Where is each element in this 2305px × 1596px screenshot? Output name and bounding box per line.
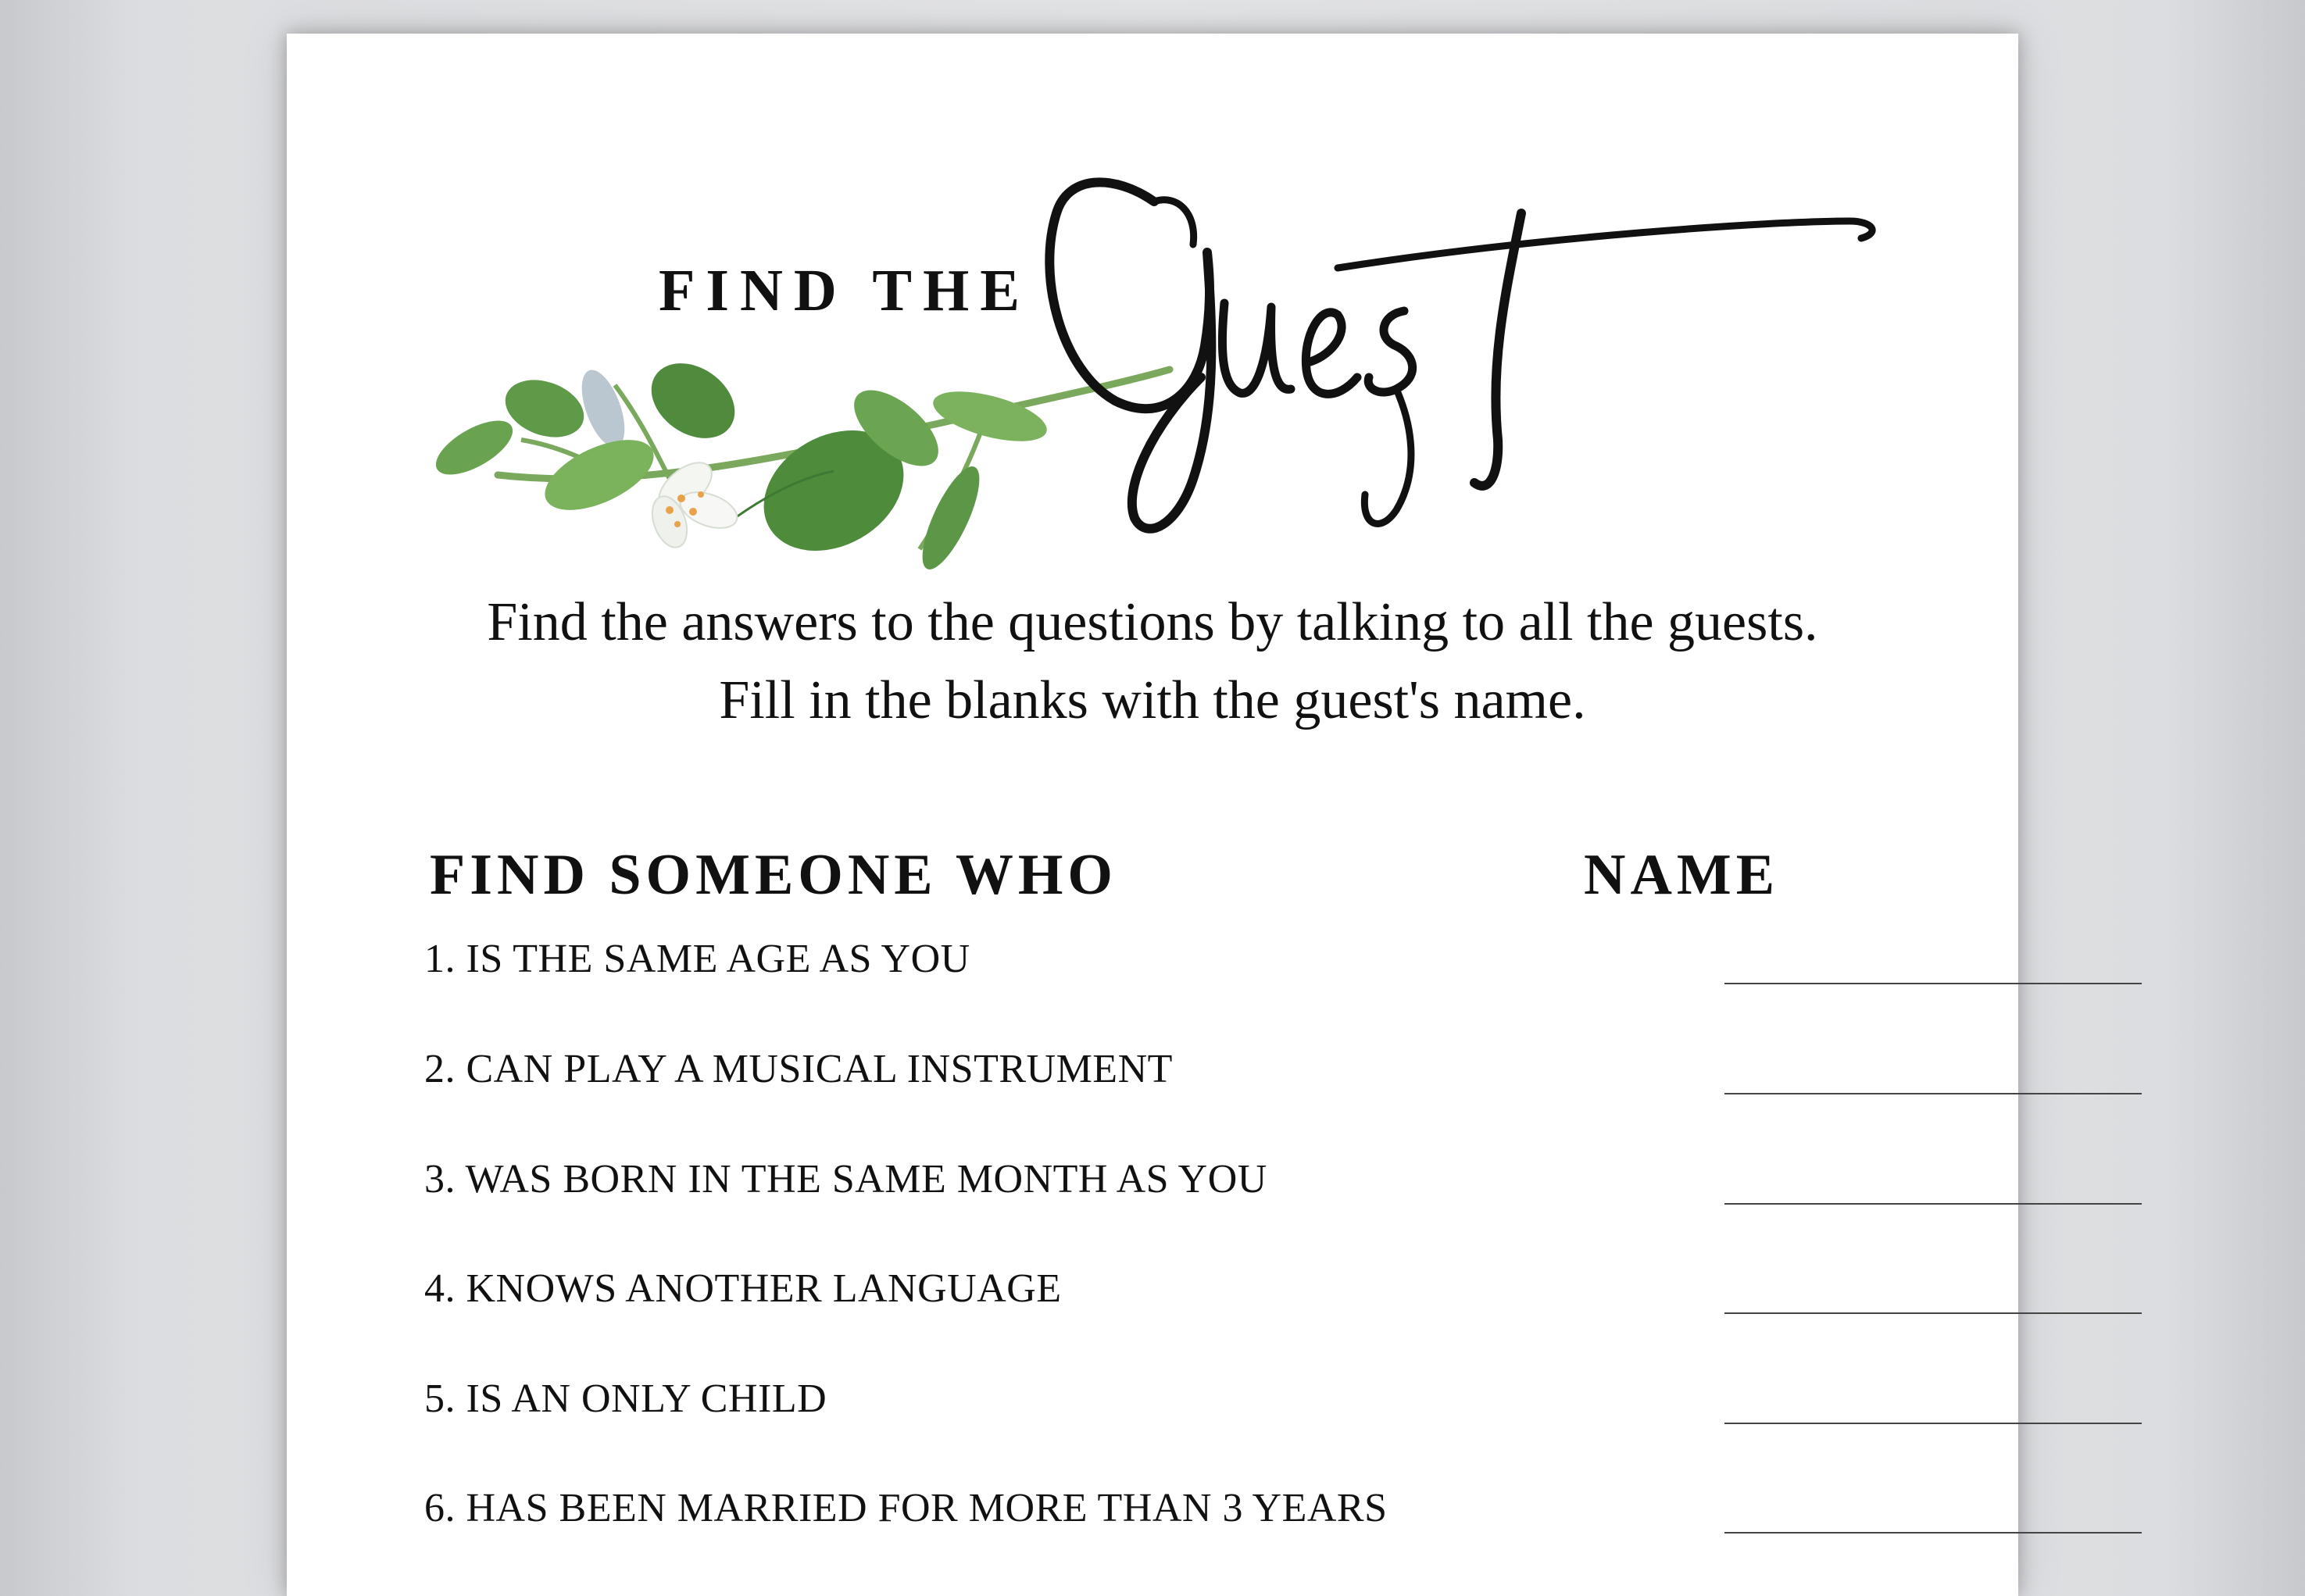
instructions-line-2: Fill in the blanks with the guest's name. xyxy=(719,670,1586,730)
question-row xyxy=(424,936,1987,1006)
question-text: 3. WAS BORN IN THE SAME MONTH AS YOU xyxy=(424,1157,1267,1201)
question-text: 2. CAN PLAY A MUSICAL INSTRUMENT xyxy=(424,1047,1173,1091)
question-row xyxy=(424,1156,1987,1226)
question-row xyxy=(424,1485,1987,1555)
question-row xyxy=(424,1376,1987,1446)
name-blank[interactable] xyxy=(1724,1312,2142,1314)
instructions-line-1: Find the answers to the questions by talking to all the guests. xyxy=(487,592,1818,652)
question-row xyxy=(424,1266,1987,1336)
eucalyptus-sprig-icon xyxy=(427,348,1170,576)
question-text: 1. IS THE SAME AGE AS YOU xyxy=(424,937,970,981)
worksheet-page xyxy=(287,34,2018,1596)
name-blank[interactable] xyxy=(1724,1093,2142,1094)
title-find-the: FIND THE xyxy=(659,258,1031,323)
name-blank[interactable] xyxy=(1724,1532,2142,1534)
question-text: 5. IS AN ONLY CHILD xyxy=(424,1376,827,1421)
name-blank[interactable] xyxy=(1724,1203,2142,1205)
column-header-name: NAME xyxy=(1584,843,1780,907)
name-blank[interactable] xyxy=(1724,983,2142,984)
column-header-find-someone-who: FIND SOMEONE WHO xyxy=(430,843,1117,907)
guest-title-illustration xyxy=(287,34,2018,612)
question-text: 4. KNOWS ANOTHER LANGUAGE xyxy=(424,1266,1062,1311)
guest-script-lettering xyxy=(1049,182,1872,528)
question-text: 6. HAS BEEN MARRIED FOR MORE THAN 3 YEARS xyxy=(424,1486,1388,1530)
question-row xyxy=(424,1046,1987,1116)
name-blank[interactable] xyxy=(1724,1423,2142,1424)
